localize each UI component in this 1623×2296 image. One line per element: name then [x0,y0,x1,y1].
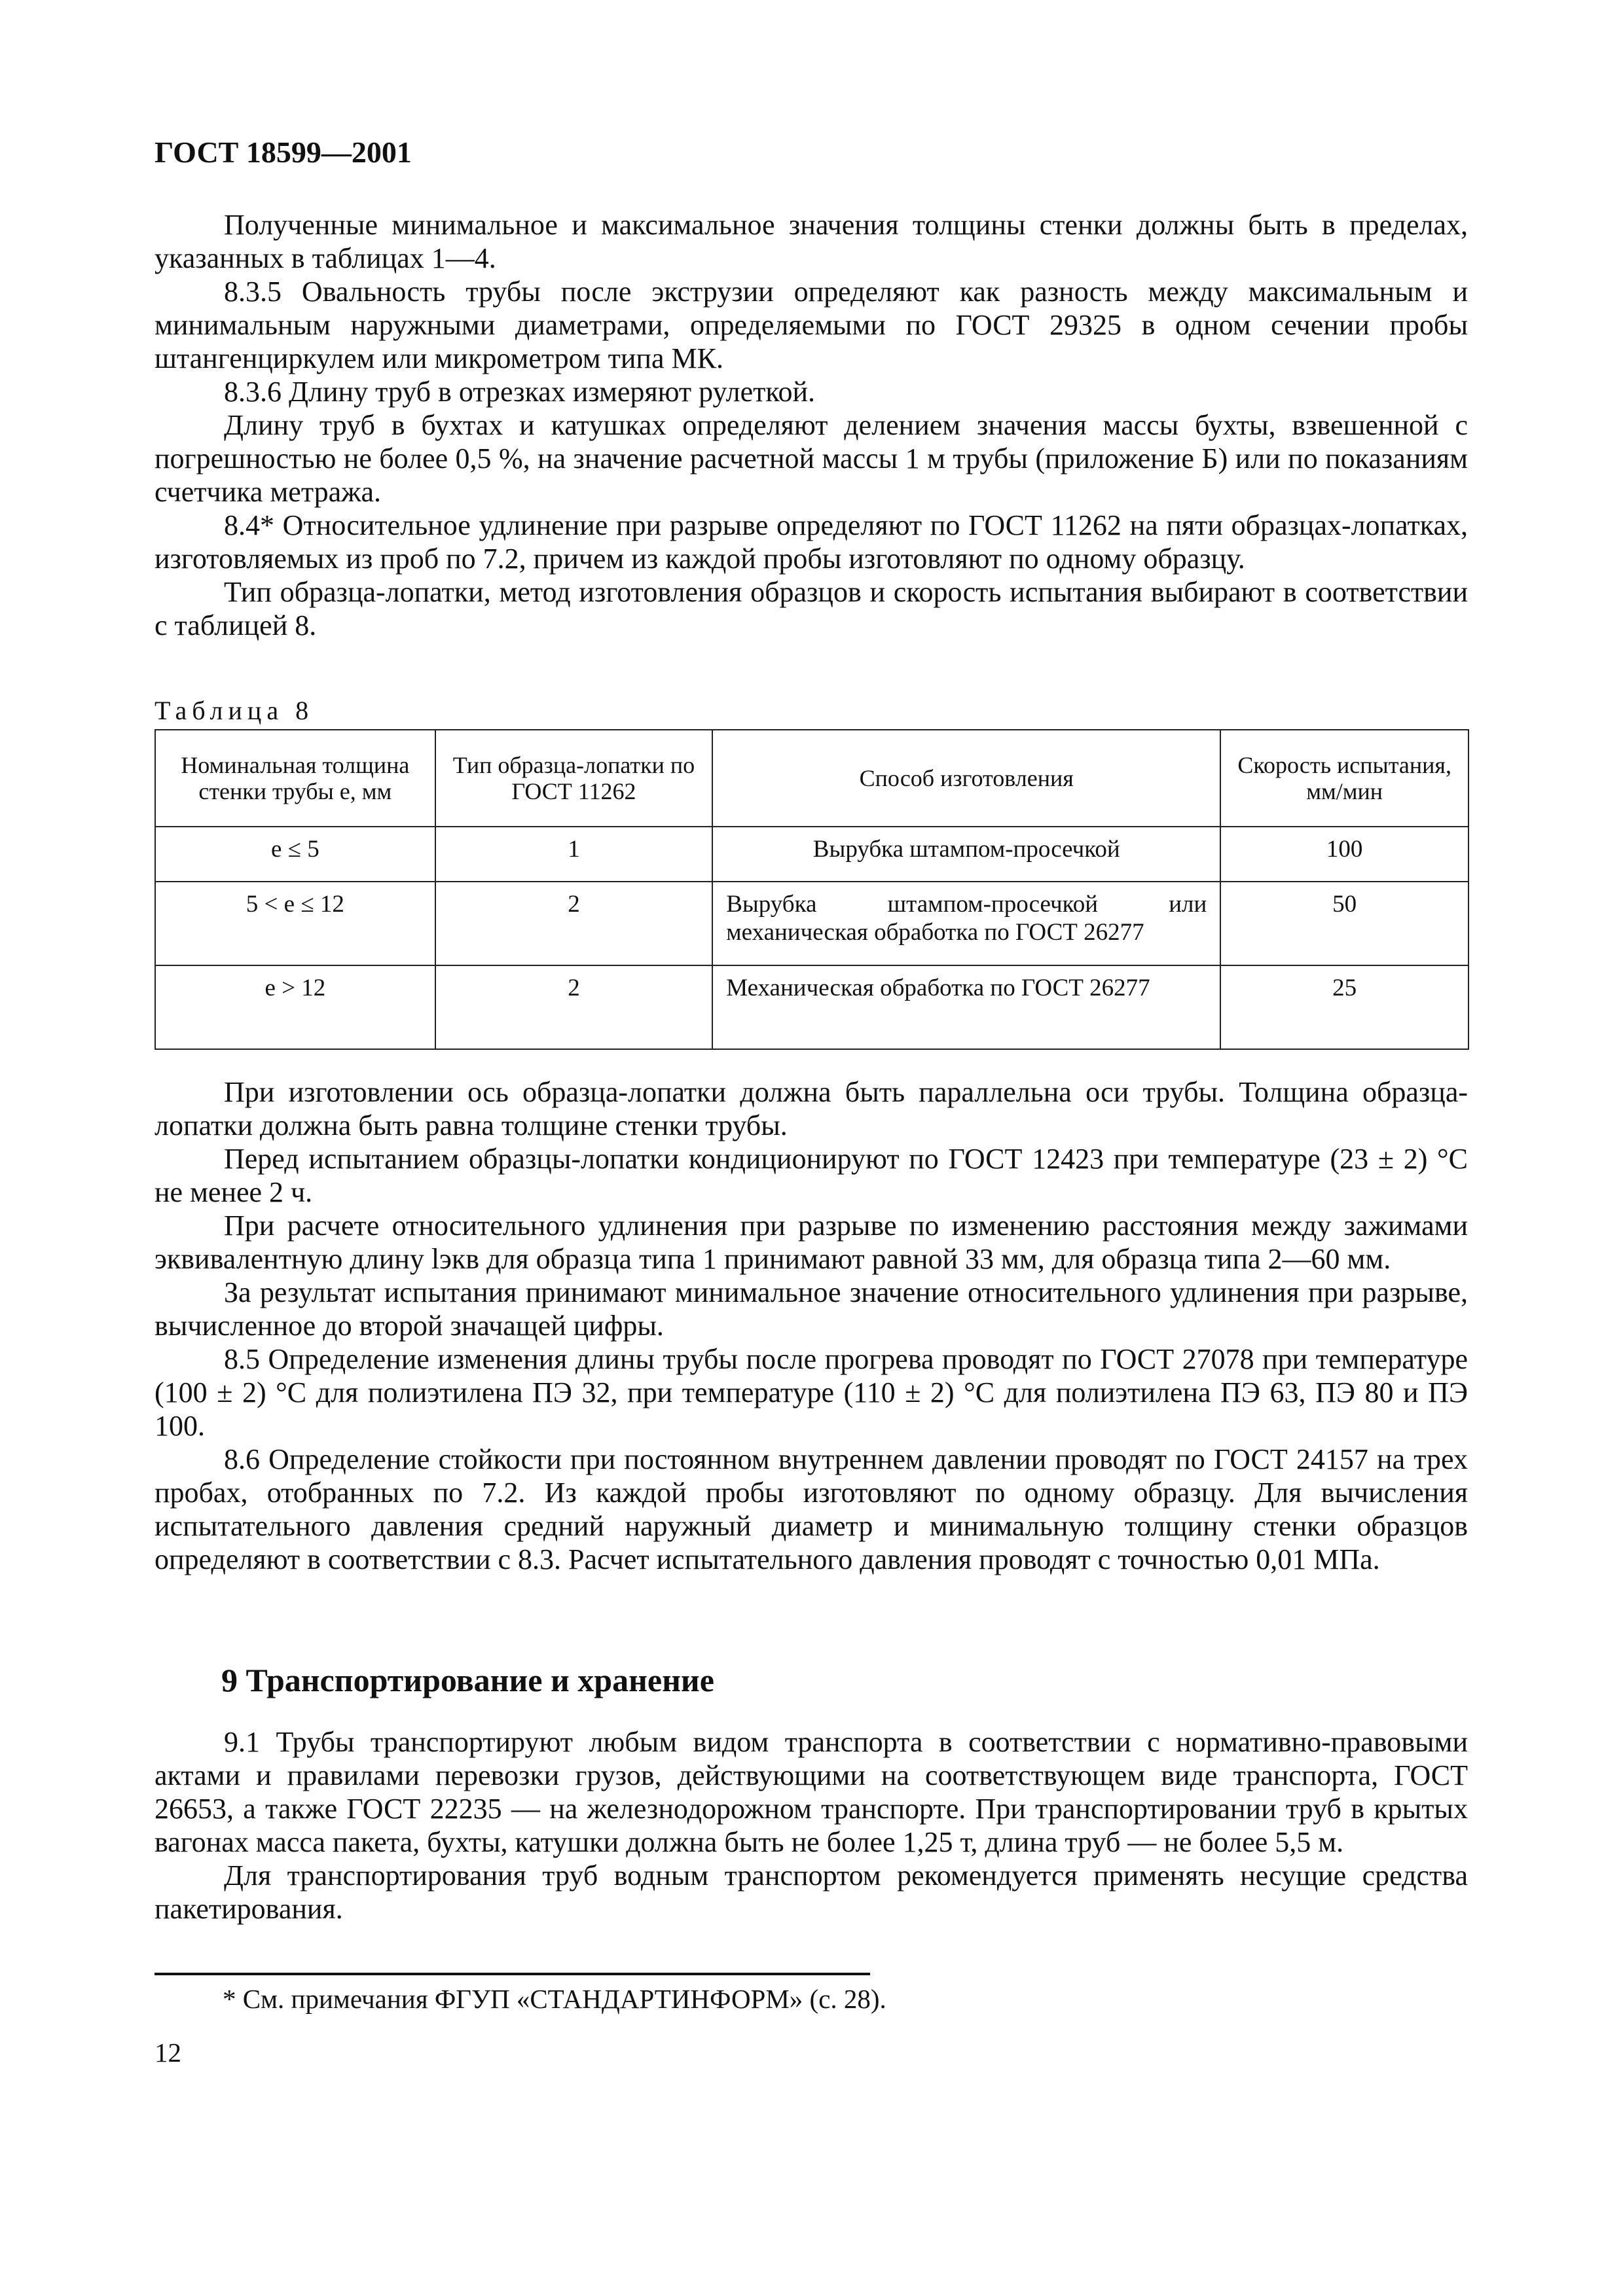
table-cell: 5 < e ≤ 12 [155,882,435,965]
table-cell: 100 [1220,827,1468,882]
paragraph: При расчете относительного удлинения при разрыве по изменению расстояния между зажимами эквивалентную длину lэкв для образца типа 1 принимают равной 33 мм, для образца типа 2—60 мм. [155,1210,1468,1275]
table-cell: 2 [435,965,713,1049]
paragraph: Перед испытанием образцы-лопатки кондиционируют по ГОСТ 12423 при температуре (23 ± 2) °С не менее 2 ч. [155,1143,1468,1208]
table-cell: 50 [1220,882,1468,965]
text-block-top [155,208,1468,642]
table-cell: Вырубка штампом-просечкой или механическая обработка по ГОСТ 26277 [712,882,1220,965]
table-row [155,965,1468,1049]
table-8 [155,729,1469,1050]
table-caption: Таблица 8 [155,696,314,725]
text-block-middle [155,1075,1468,1576]
table-header-cell: Способ изготовления [712,730,1220,827]
table-header-cell: Тип образца-лопатки по ГОСТ 11262 [435,730,713,827]
paragraph: 8.6 Определение стойкости при постоянном внутреннем давлении проводят по ГОСТ 24157 на трех пробах, отобранных по 7.2. Из каждой пробы изготовляют по одному образцу. Для вычисления испытательного давления средний наружный диаметр и минимальную толщину стенки образцов определяют в соответствии с 8.3. Расчет испытательного давления проводят с точностью 0,01 МПа. [155,1443,1468,1575]
table-cell: 25 [1220,965,1468,1049]
paragraph: 8.4* Относительное удлинение при разрыве определяют по ГОСТ 11262 на пяти образцах-лопатках, изготовляемых из проб по 7.2, причем из каждой пробы изготовляют по одному образцу. [155,509,1468,575]
paragraph: При изготовлении ось образца-лопатки должна быть параллельна оси трубы. Толщина образца-лопатки должна быть равна толщине стенки трубы. [155,1076,1468,1141]
paragraph: 8.5 Определение изменения длины трубы после прогрева проводят по ГОСТ 27078 при температуре (100 ± 2) °С для полиэтилена ПЭ 32, при температуре (110 ± 2) °С для полиэтилена ПЭ 63, ПЭ 80 и ПЭ 100. [155,1343,1468,1442]
table-cell: Механическая обработка по ГОСТ 26277 [712,965,1220,1049]
document-header: ГОСТ 18599—2001 [155,135,412,169]
paragraph: За результат испытания принимают минимальное значение относительного удлинения при разрыве, вычисленное до второй значащей цифры. [155,1276,1468,1342]
paragraph: Длину труб в бухтах и катушках определяют делением значения массы бухты, взвешенной с погрешностью не более 0,5 %, на значение расчетной массы 1 м трубы (приложение Б) или по показаниям счетчика метража. [155,409,1468,508]
section-title: 9 Транспортирование и хранение [221,1662,714,1698]
table-cell: e ≤ 5 [155,827,435,882]
table-row [155,827,1468,882]
footnote-divider [155,1973,870,1975]
table-cell: e > 12 [155,965,435,1049]
page-number: 12 [155,2037,181,2068]
table-cell: Вырубка штампом-просечкой [712,827,1220,882]
table-header-cell: Скорость испытания, мм/мин [1220,730,1468,827]
paragraph: 9.1 Трубы транспортируют любым видом транспорта в соответствии с нормативно-правовыми актами и правилами перевозки грузов, действующими на соответствующем виде транспорта, ГОСТ 26653, а также ГОСТ 22235 — на железнодорожном транспорте. При транспортировании труб в крытых вагонах масса пакета, бухты, катушки должна быть не более 1,25 т, длина труб — не более 5,5 м. [155,1726,1468,1858]
paragraph: 8.3.5 Овальность трубы после экструзии определяют как разность между максимальным и минимальным наружными диаметрами, определяемыми по ГОСТ 29325 в одном сечении пробы штангенциркулем или микрометром типа МК. [155,276,1468,374]
table-row [155,882,1468,965]
footnote: * См. примечания ФГУП «СТАНДАРТИНФОРМ» (с. 28). [223,1984,886,2014]
paragraph: Полученные минимальное и максимальное значения толщины стенки должны быть в пределах, указанных в таблицах 1—4. [155,209,1468,274]
paragraph: Для транспортирования труб водным транспортом рекомендуется применять несущие средства пакетирования. [155,1859,1468,1925]
table-header-row [155,730,1468,827]
table-header-cell: Номинальная толщина стенки трубы e, мм [155,730,435,827]
text-block-bottom [155,1725,1468,1926]
paragraph: 8.3.6 Длину труб в отрезках измеряют рулеткой. [224,376,816,408]
table-cell: 2 [435,882,713,965]
paragraph: Тип образца-лопатки, метод изготовления образцов и скорость испытания выбирают в соответствии с таблицей 8. [155,576,1468,641]
table-cell: 1 [435,827,713,882]
